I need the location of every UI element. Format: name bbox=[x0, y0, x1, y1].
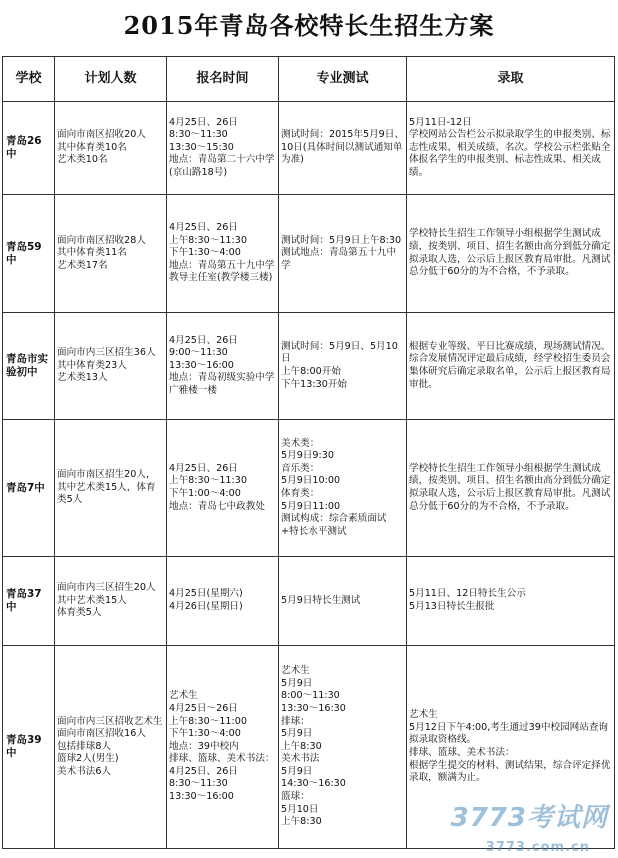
signup-cell: 4月25日、26日 9:00～11:30 13:30～16:00 地点：青岛初级实验中学广雅楼一楼 bbox=[167, 313, 279, 420]
signup-cell: 4月25日、26日 上午8:30～11:30 下午1:30～4:00 地点：青岛第五十九中学教导主任室(教学楼三楼) bbox=[167, 195, 279, 313]
plan-cell: 面向市南区招收28人 其中体育类11名 艺术类17名 bbox=[55, 195, 167, 313]
admit-cell: 学校特长生招生工作领导小组根据学生测试成绩，按类别、项目、招生名额由高分到低分确定拟录取人选，公示后上报区教育局审批。凡测试总分低于60分的为不合格，不予录取。 bbox=[407, 420, 615, 557]
admission-table bbox=[2, 56, 615, 849]
plan-cell: 面向市南区招生20人，其中艺术类15人，体育类5人 bbox=[55, 420, 167, 557]
test-cell: 美术类： 5月9日9:30 音乐类： 5月9日10:00 体育类： 5月9日11:00 测试构成：综合素质面试+特长水平测试 bbox=[279, 420, 407, 557]
header-test: 专业测试 bbox=[279, 57, 407, 102]
test-cell: 艺术生 5月9日 8:00～11:30 13:30～16:30 排球： 5月9日 上午8:30 美术书法 5月9日 14:30～16:30 篮球： 5月10日 上午8:30 bbox=[279, 646, 407, 849]
school-name: 青岛37中 bbox=[3, 557, 55, 646]
header-admit: 录取 bbox=[407, 57, 615, 102]
school-name: 青岛7中 bbox=[3, 420, 55, 557]
admit-cell: 艺术生 5月12日下午4:00,考生通过39中校园网站查询拟录取资格线。 排球、篮球、美术书法： 根据学生提交的材料、测试结果，综合评定择优录取，额满为止。 bbox=[407, 646, 615, 849]
table-row bbox=[3, 195, 615, 313]
header-row bbox=[3, 57, 615, 102]
signup-cell: 4月25日、26日 8:30～11:30 13:30～15:30 地点：青岛第二十六中学(京山路18号) bbox=[167, 102, 279, 195]
plan-cell: 面向市内三区招收艺术生 面向市南区招收16人 包括排球8人 篮球2人(男生) 美术书法6人 bbox=[55, 646, 167, 849]
table-row bbox=[3, 557, 615, 646]
watermark-url: 3773.com.cn bbox=[485, 840, 590, 855]
admit-cell: 根据专业等级、平日比赛成绩，现场测试情况、综合发展情况评定最后成绩，经学校招生委员会集体研究后确定录取名单，公示后上报区教育局审批。 bbox=[407, 313, 615, 420]
admit-cell: 5月11日、12日特长生公示 5月13日特长生报批 bbox=[407, 557, 615, 646]
admit-cell: 5月11日-12日 学校网站公告栏公示拟录取学生的申报类别、标志性成果、相关成绩、名次。学校公示栏张贴全体报名学生的申报类别、标志性成果、相关成绩。 bbox=[407, 102, 615, 195]
signup-cell: 4月25日(星期六) 4月26日(星期日) bbox=[167, 557, 279, 646]
test-cell: 测试时间：5月9日上午8:30 测试地点：青岛第五十九中学 bbox=[279, 195, 407, 313]
plan-cell: 面向市内三区招生20人 其中艺术类15人 体育类5人 bbox=[55, 557, 167, 646]
watermark-logo: 3773考试网 bbox=[450, 803, 608, 833]
table-row bbox=[3, 420, 615, 557]
plan-cell: 面向市南区招收20人 其中体育类10名 艺术类10名 bbox=[55, 102, 167, 195]
header-school: 学校 bbox=[3, 57, 55, 102]
table-row bbox=[3, 102, 615, 195]
page-title: 2015年青岛各校特长生招生方案 bbox=[123, 11, 495, 40]
header-signup: 报名时间 bbox=[167, 57, 279, 102]
header-plan: 计划人数 bbox=[55, 57, 167, 102]
table-row bbox=[3, 313, 615, 420]
school-name: 青岛市实验初中 bbox=[3, 313, 55, 420]
school-name: 青岛59中 bbox=[3, 195, 55, 313]
signup-cell: 艺术生 4月25日～26日 上午8:30～11:00 下午1:30～4:00 地点：39中校内 排球、篮球、美术书法： 4月25日、26日 8:30～11:30 13:30～16:00 bbox=[167, 646, 279, 849]
signup-cell: 4月25日、26日 上午8:30～11:30 下午1:00～4:00 地点：青岛七中政教处 bbox=[167, 420, 279, 557]
plan-cell: 面向市内三区招生36人 其中体育类23人 艺术类13人 bbox=[55, 313, 167, 420]
test-cell: 5月9日特长生测试 bbox=[279, 557, 407, 646]
admit-cell: 学校特长生招生工作领导小组根据学生测试成绩，按类别、项目、招生名额由高分到低分确定拟录取人选，公示后上报区教育局审批。凡测试总分低于60分的为不合格，不予录取。 bbox=[407, 195, 615, 313]
school-name: 青岛39中 bbox=[3, 646, 55, 849]
test-cell: 测试时间：2015年5月9日、10日(具体时间以测试通知单为准) bbox=[279, 102, 407, 195]
test-cell: 测试时间：5月9日、5月10日 上午8:00开始 下午13:30开始 bbox=[279, 313, 407, 420]
school-name: 青岛26中 bbox=[3, 102, 55, 195]
